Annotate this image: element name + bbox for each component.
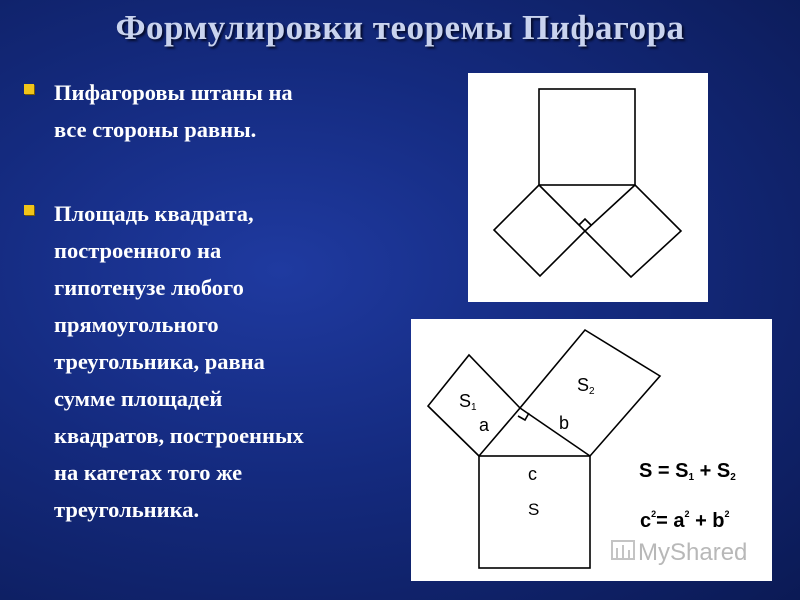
pants-diagram (468, 73, 708, 302)
slide-title: Формулировки теоремы Пифагора (115, 8, 685, 47)
label-s2: S2 (577, 375, 595, 397)
theorem-diagram (411, 319, 772, 581)
bullet-square-icon (24, 84, 34, 94)
bullet-item-area (22, 195, 402, 528)
bullet-item-pants (22, 74, 402, 148)
watermark-text: MyShared (638, 539, 748, 566)
label-s: S (528, 500, 540, 519)
right-angle-mark (579, 219, 591, 225)
label-c: c (528, 464, 537, 484)
pythagorean-pants-figure (468, 73, 708, 302)
hypotenuse-square (539, 89, 635, 185)
label-s1: S1 (459, 391, 477, 413)
right-leg-square (585, 185, 681, 277)
left-leg-square (494, 185, 585, 276)
formula-area: S = S1 + S2 (639, 460, 736, 483)
watermark-logo-icon (612, 541, 634, 559)
pythagorean-theorem-figure (411, 319, 772, 581)
bullet-square-icon (24, 205, 34, 215)
label-b: b (559, 413, 570, 433)
bullet-list (22, 74, 402, 528)
label-a: a (479, 415, 490, 435)
formula-sides: $c^2= a^2 + b^2$ (640, 509, 730, 532)
bullet-text: Площадь квадрата, построенного на гипотенузе любого прямоугольного треугольника, равна сумме площадей квадратов, построенных на катетах того же треугольника. (54, 201, 304, 522)
right-angle-mark (518, 413, 529, 420)
bullet-text: Пифагоровы штаны на все стороны равны. (54, 80, 293, 142)
